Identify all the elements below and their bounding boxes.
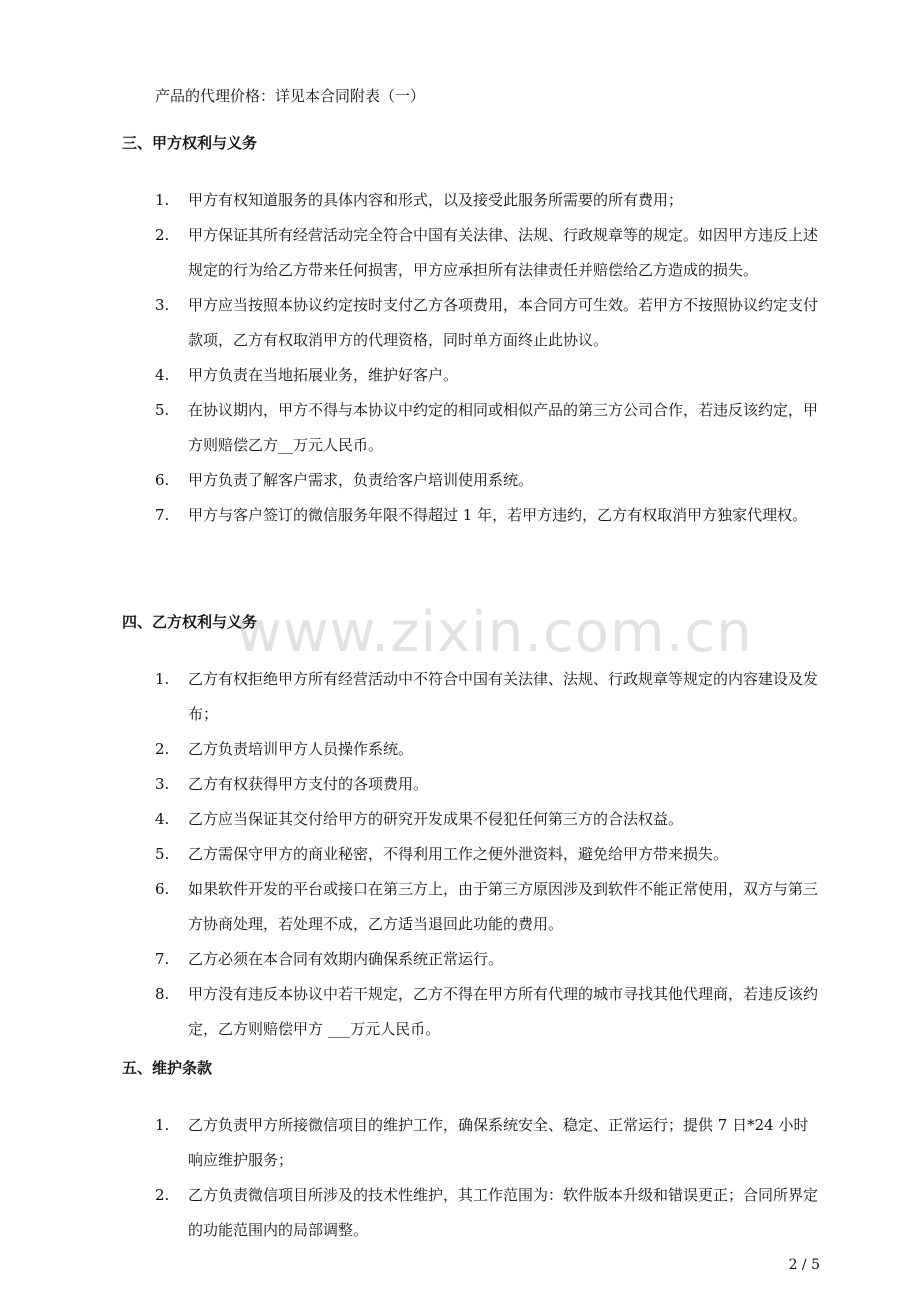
page-number: 2 / 5 [788, 1257, 820, 1273]
item-number: 6. [155, 880, 170, 898]
item-number: 1. [155, 670, 170, 688]
item-text: 乙方负责甲方所接微信项目的维护工作，确保系统安全、稳定、正常运行；提供 7 日*24 小时响应维护服务； [188, 1116, 809, 1169]
list-item [0, 498, 920, 533]
watermark: www.zixin.com.cn [236, 600, 753, 665]
list-item [0, 218, 920, 288]
item-number: 5. [155, 845, 170, 863]
item-number: 8. [155, 985, 170, 1003]
item-number: 2. [155, 226, 170, 244]
item-number: 4. [155, 810, 170, 828]
list-item [0, 1108, 920, 1178]
item-number: 5. [155, 401, 170, 419]
list-item [0, 837, 920, 872]
item-number: 7. [155, 950, 170, 968]
item-text: 在协议期内，甲方不得与本协议中约定的相同或相似产品的第三方公司合作，若违反该约定，甲方则赔偿乙方__万元人民币。 [188, 401, 819, 454]
item-text: 甲方保证其所有经营活动完全符合中国有关法律、法规、行政规章等的规定。如因甲方违反上述规定的行为给乙方带来任何损害，甲方应承担所有法律责任并赔偿给乙方造成的损失。 [188, 226, 819, 279]
item-number: 4. [155, 366, 170, 384]
item-number: 7. [155, 506, 170, 524]
list-item [0, 977, 920, 1047]
item-text: 乙方有权获得甲方支付的各项费用。 [188, 775, 429, 793]
section-heading-5: 五、维护条款 [122, 1059, 213, 1077]
list-item [0, 802, 920, 837]
item-text: 如果软件开发的平台或接口在第三方上，由于第三方原因涉及到软件不能正常使用，双方与第三方协商处理，若处理不成，乙方适当退回此功能的费用。 [188, 880, 819, 933]
item-number: 3. [155, 296, 170, 314]
item-text: 甲方与客户签订的微信服务年限不得超过 1 年，若甲方违约，乙方有权取消甲方独家代理权。 [188, 506, 808, 524]
list-item [0, 463, 920, 498]
item-number: 6. [155, 471, 170, 489]
intro-line: 产品的代理价格：详见本合同附表（一） [155, 87, 426, 105]
item-text: 乙方必须在本合同有效期内确保系统正常运行。 [188, 950, 504, 968]
list-item [0, 183, 920, 218]
list-item [0, 358, 920, 393]
item-text: 甲方负责了解客户需求，负责给客户培训使用系统。 [188, 471, 534, 489]
section-heading-4: 四、乙方权利与义务 [122, 613, 258, 631]
item-number: 1. [155, 1116, 170, 1134]
item-number: 2. [155, 740, 170, 758]
item-text: 乙方负责培训甲方人员操作系统。 [188, 740, 414, 758]
item-number: 3. [155, 775, 170, 793]
list-item [0, 872, 920, 942]
item-text: 甲方应当按照本协议约定按时支付乙方各项费用，本合同方可生效。若甲方不按照协议约定支付款项，乙方有权取消甲方的代理资格，同时单方面终止此协议。 [188, 296, 819, 349]
list-item [0, 662, 920, 732]
item-text: 乙方需保守甲方的商业秘密，不得利用工作之便外泄资料，避免给甲方带来损失。 [188, 845, 729, 863]
list-item [0, 288, 920, 358]
item-number: 1. [155, 191, 170, 209]
list-item [0, 1178, 920, 1248]
item-number: 2. [155, 1186, 170, 1204]
list-item [0, 732, 920, 767]
list-item [0, 767, 920, 802]
item-text: 甲方有权知道服务的具体内容和形式，以及接受此服务所需要的所有费用； [188, 191, 684, 209]
list-item [0, 393, 920, 463]
section-3-list [0, 183, 920, 533]
section-4-list [0, 662, 920, 1047]
item-text: 甲方负责在当地拓展业务，维护好客户。 [188, 366, 459, 384]
item-text: 乙方有权拒绝甲方所有经营活动中不符合中国有关法律、法规、行政规章等规定的内容建设及发布； [188, 670, 819, 723]
item-text: 乙方负责微信项目所涉及的技术性维护，其工作范围为：软件版本升级和错误更正；合同所界定的功能范围内的局部调整。 [188, 1186, 819, 1239]
item-text: 乙方应当保证其交付给甲方的研究开发成果不侵犯任何第三方的合法权益。 [188, 810, 684, 828]
section-heading-3: 三、甲方权利与义务 [122, 134, 258, 152]
item-text: 甲方没有违反本协议中若干规定，乙方不得在甲方所有代理的城市寻找其他代理商，若违反该约定，乙方则赔偿甲方 ___万元人民币。 [188, 985, 819, 1038]
section-5-list [0, 1108, 920, 1248]
list-item [0, 942, 920, 977]
